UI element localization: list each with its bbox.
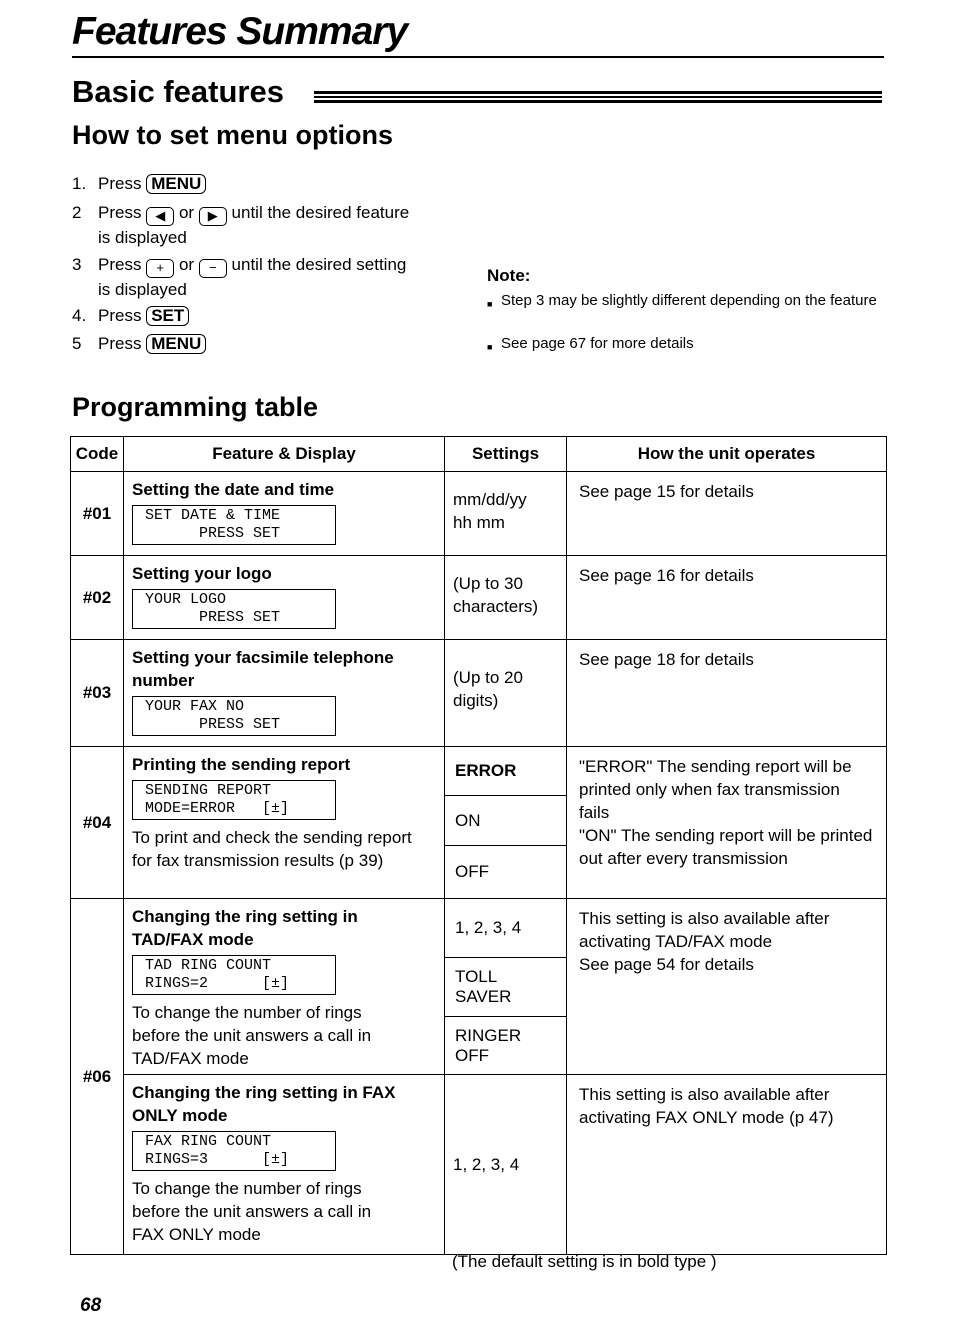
bullet-icon: ■ <box>487 342 493 352</box>
step-text: until the desired setting <box>231 255 407 274</box>
feature-description: To change the number of rings before the unit answers a call in TAD/FAX mode <box>132 1003 372 1068</box>
operation-cell: See page 15 for details <box>567 472 887 556</box>
feature-cell <box>124 640 445 747</box>
settings-cell <box>445 747 567 899</box>
feature-cell <box>124 472 445 556</box>
page-number: 68 <box>80 1295 102 1316</box>
step-text: Press <box>98 203 142 222</box>
step-text: Press <box>98 306 142 325</box>
lcd-display: YOUR FAX NO PRESS SET <box>132 696 336 736</box>
setting-option: OFF <box>455 862 489 881</box>
table-row <box>71 556 887 640</box>
header-code: Code <box>71 437 124 472</box>
feature-title: Setting your facsimile telephone number <box>132 648 394 690</box>
header-operation: How the unit operates <box>567 437 887 472</box>
feature-description: To change the number of rings before the unit answers a call in FAX ONLY mode <box>132 1179 372 1244</box>
step-text: is displayed <box>98 280 187 299</box>
section-rule <box>314 91 882 103</box>
lcd-display: YOUR LOGO PRESS SET <box>132 589 336 629</box>
table-row <box>71 899 887 1075</box>
table-row <box>71 747 887 899</box>
programming-table <box>70 436 887 1255</box>
menu-key: MENU <box>146 174 206 194</box>
code-cell: #01 <box>71 472 124 556</box>
feature-cell <box>124 747 445 899</box>
settings-cell <box>445 899 567 1075</box>
bullet-icon: ■ <box>487 299 493 309</box>
feature-description: To print and check the sending report for fax transmission results (p 39) <box>132 828 412 870</box>
feature-title: Printing the sending report <box>132 755 351 774</box>
step-text: Press <box>98 334 142 353</box>
table-row <box>71 472 887 556</box>
setting-option: ERROR <box>445 747 566 796</box>
menu-heading: How to set menu options <box>72 120 393 150</box>
step-text: or <box>178 203 195 222</box>
step-text: until the desired feature <box>231 203 410 222</box>
note-text: Step 3 may be slightly different depending on the feature <box>501 292 877 309</box>
table-row <box>71 1075 887 1255</box>
code-cell: #06 <box>71 899 124 1255</box>
page-title: Features Summary <box>72 10 408 53</box>
table-row <box>71 640 887 747</box>
section-title: Basic features <box>72 74 284 109</box>
lcd-display: SET DATE & TIME PRESS SET <box>132 505 336 545</box>
step-number: 2 <box>72 203 82 222</box>
plus-key-icon: + <box>146 259 174 278</box>
step-text: Press <box>98 255 142 274</box>
step-number: 4. <box>72 306 87 325</box>
feature-cell <box>124 1075 445 1255</box>
feature-title: Setting your logo <box>132 564 272 583</box>
setting-option: TOLL SAVER <box>445 958 566 1017</box>
step-text: is displayed <box>98 228 187 247</box>
table-header-row <box>71 437 887 472</box>
set-key: SET <box>146 306 189 326</box>
setting-option: ON <box>445 796 566 846</box>
header-settings: Settings <box>445 437 567 472</box>
programming-heading: Programming table <box>72 392 319 422</box>
menu-key: MENU <box>146 334 206 354</box>
code-cell: #02 <box>71 556 124 640</box>
operation-cell: "ERROR" The sending report will be printed only when fax transmission fails "ON" The sending report will be printed out after every transmission <box>567 747 887 899</box>
right-arrow-key-icon: ▶ <box>199 207 227 226</box>
feature-title: Setting the date and time <box>132 480 335 499</box>
settings-cell: 1, 2, 3, 4 <box>445 1075 567 1255</box>
operation-cell: This setting is also available after activating FAX ONLY mode (p 47) <box>567 1075 887 1255</box>
feature-cell <box>124 556 445 640</box>
step-text: or <box>178 255 195 274</box>
code-cell: #04 <box>71 747 124 899</box>
minus-key-icon: − <box>199 259 227 278</box>
title-rule <box>72 56 884 58</box>
left-arrow-key-icon: ◀ <box>146 207 174 226</box>
step-text: Press <box>98 174 142 193</box>
settings-cell: (Up to 20 digits) <box>445 640 567 747</box>
code-cell: #03 <box>71 640 124 747</box>
footer-note: (The default setting is in bold type ) <box>452 1252 717 1271</box>
operation-cell: See page 18 for details <box>567 640 887 747</box>
note-item <box>487 290 882 311</box>
lcd-display: SENDING REPORT MODE=ERROR [±] <box>132 780 336 820</box>
note-item <box>487 333 882 354</box>
feature-title: Changing the ring setting in FAX ONLY mode <box>132 1083 396 1125</box>
operation-cell: See page 16 for details <box>567 556 887 640</box>
setting-option: RINGER OFF <box>455 1025 522 1065</box>
settings-cell: mm/dd/yy hh mm <box>445 472 567 556</box>
step-number: 3 <box>72 255 82 274</box>
setting-option: 1, 2, 3, 4 <box>445 899 566 958</box>
settings-cell: (Up to 30 characters) <box>445 556 567 640</box>
lcd-display: TAD RING COUNT RINGS=2 [±] <box>132 955 336 995</box>
header-feature: Feature & Display <box>124 437 445 472</box>
feature-cell <box>124 899 445 1075</box>
note-heading: Note: <box>487 266 531 285</box>
feature-title: Changing the ring setting in TAD/FAX mode <box>132 907 358 949</box>
step-number: 1. <box>72 174 87 193</box>
operation-cell: This setting is also available after activating TAD/FAX mode See page 54 for details <box>567 899 887 1075</box>
note-text: See page 67 for more details <box>501 335 694 352</box>
lcd-display: FAX RING COUNT RINGS=3 [±] <box>132 1131 336 1171</box>
step-number: 5 <box>72 334 82 353</box>
